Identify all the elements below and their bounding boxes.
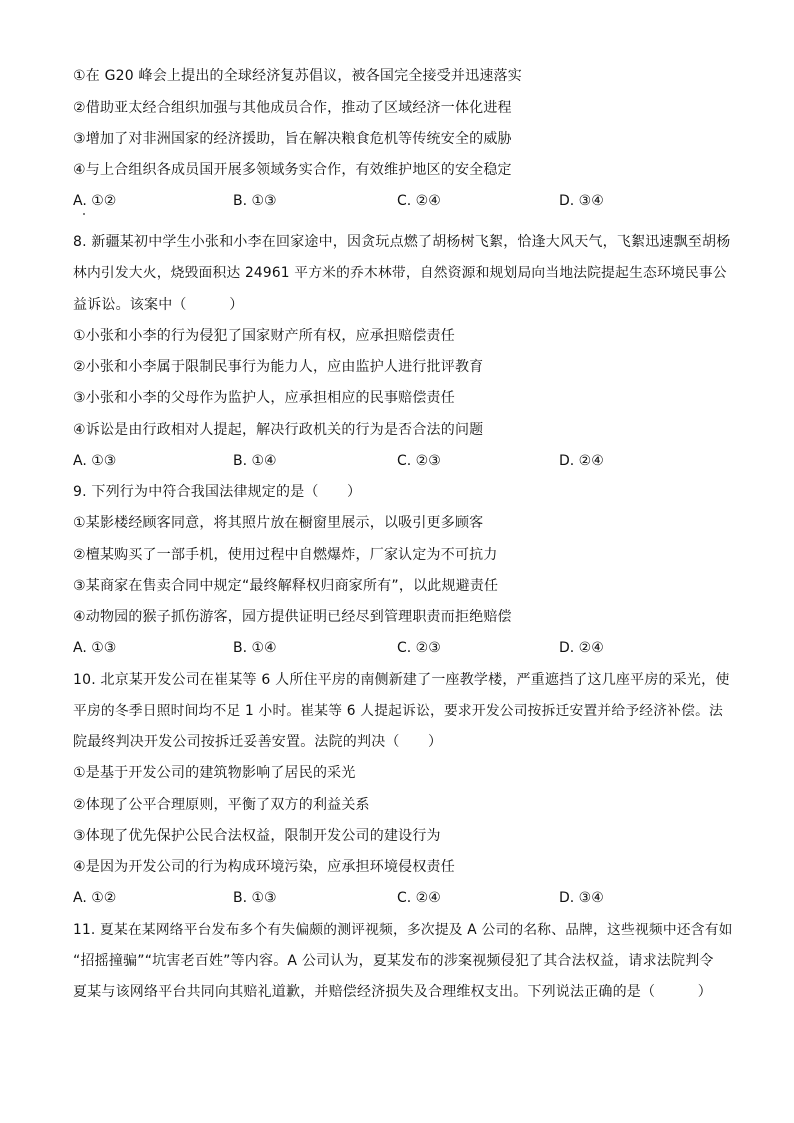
q8-item-4: ④诉讼是由行政相对人提起，解决行政机关的行为是否合法的问题 [73, 422, 484, 438]
q10-stem-line-1: 10. 北京某开发公司在崔某等 6 人所住平房的南侧新建了一座教学楼，严重遮挡了这几座平房的采光，使 [73, 672, 730, 688]
stray-mark [83, 213, 85, 215]
q7-item-2: ②借助亚太经合组织加强与其他成员合作，推动了区域经济一体化进程 [73, 100, 512, 116]
q11-stem-line-2: “招摇撞骗”“坑害老百姓”等内容。A 公司认为，夏某发布的涉案视频侵犯了其合法权益，请求法院判令 [73, 953, 714, 969]
q10-item-3: ③体现了优先保护公民合法权益，限制开发公司的建设行为 [73, 828, 441, 844]
q9-stem: 9. 下列行为中符合我国法律规定的是（ ） [73, 484, 362, 500]
q7-option-d: D. ③④ [559, 193, 604, 209]
q8-item-1: ①小张和小李的行为侵犯了国家财产所有权，应承担赔偿责任 [73, 328, 455, 344]
q8-stem-line-1: 8. 新疆某初中学生小张和小李在回家途中，因贪玩点燃了胡杨树飞絮，恰逢大风天气，飞絮迅速飘至胡杨 [73, 234, 731, 250]
q7-option-c: C. ②④ [397, 193, 441, 209]
q10-option-d: D. ③④ [559, 890, 604, 906]
q8-stem-line-2: 林内引发大火，烧毁面积达 24961 平方米的乔木林带，自然资源和规划局向当地法院提起生态环境民事公 [73, 265, 727, 281]
q7-option-b: B. ①③ [233, 193, 277, 209]
q8-item-3: ③小张和小李的父母作为监护人，应承担相应的民事赔偿责任 [73, 390, 455, 406]
q10-options [73, 888, 733, 908]
q8-options [73, 451, 733, 471]
q10-item-2: ②体现了公平合理原则，平衡了双方的利益关系 [73, 797, 370, 813]
q10-item-4: ④是因为开发公司的行为构成环境污染，应承担环境侵权责任 [73, 859, 455, 875]
q10-item-1: ①是基于开发公司的建筑物影响了居民的采光 [73, 765, 356, 781]
q10-stem-line-3: 院最终判决开发公司按拆迁妥善安置。法院的判决（ ） [73, 734, 443, 750]
q10-option-a: A. ①② [73, 890, 117, 906]
q9-options [73, 638, 733, 658]
q10-stem-line-2: 平房的冬季日照时间均不足 1 小时。崔某等 6 人提起诉讼，要求开发公司按拆迁安置并给予经济补偿。法 [73, 703, 723, 719]
q7-options [73, 191, 733, 211]
q9-option-d: D. ②④ [559, 640, 604, 656]
q9-item-2: ②檀某购买了一部手机，使用过程中自燃爆炸，厂家认定为不可抗力 [73, 547, 498, 563]
q9-option-c: C. ②③ [397, 640, 441, 656]
q8-option-b: B. ①④ [233, 453, 277, 469]
q9-item-4: ④动物园的猴子抓伤游客，园方提供证明已经尽到管理职责而拒绝赔偿 [73, 609, 512, 625]
q8-stem-line-3: 益诉讼。该案中（ ） [73, 297, 244, 313]
q9-item-3: ③某商家在售卖合同中规定“最终解释权归商家所有”，以此规避责任 [73, 578, 499, 594]
q8-item-2: ②小张和小李属于限制民事行为能力人，应由监护人进行批评教育 [73, 359, 484, 375]
q10-option-c: C. ②④ [397, 890, 441, 906]
q7-option-a: A. ①② [73, 193, 117, 209]
q9-option-b: B. ①④ [233, 640, 277, 656]
q8-option-d: D. ②④ [559, 453, 604, 469]
q8-option-a: A. ①③ [73, 453, 117, 469]
q11-stem-line-1: 11. 夏某在某网络平台发布多个有失偏颇的测评视频，多次提及 A 公司的名称、品牌，这些视频中还含有如 [73, 922, 733, 938]
q10-option-b: B. ①③ [233, 890, 277, 906]
q9-option-a: A. ①③ [73, 640, 117, 656]
q9-item-1: ①某影楼经顾客同意，将其照片放在橱窗里展示，以吸引更多顾客 [73, 515, 484, 531]
q7-item-1: ①在 G20 峰会上提出的全球经济复苏倡议，被各国完全接受并迅速落实 [73, 68, 522, 84]
q7-item-3: ③增加了对非洲国家的经济援助，旨在解决粮食危机等传统安全的威胁 [73, 131, 512, 147]
q7-item-4: ④与上合组织各成员国开展多领域务实合作，有效维护地区的安全稳定 [73, 162, 512, 178]
q8-option-c: C. ②③ [397, 453, 441, 469]
q11-stem-line-3: 夏某与该网络平台共同向其赔礼道歉，并赔偿经济损失及合理维权支出。下列说法正确的是（ ） [73, 984, 712, 1000]
